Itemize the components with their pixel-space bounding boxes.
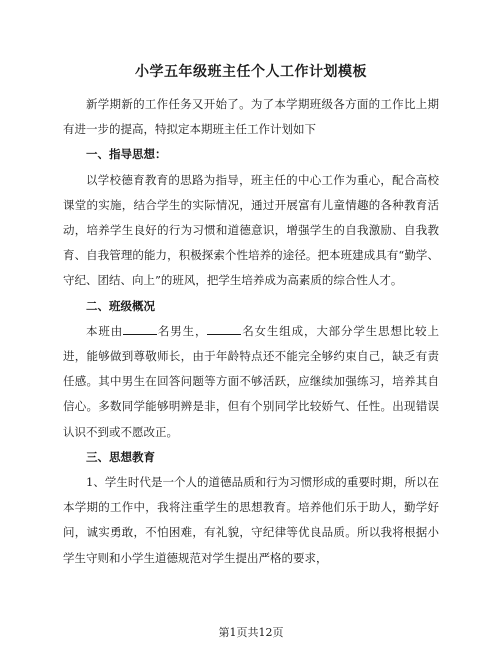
class-overview-text-end: 名女生组成，大部分学生思想比较上进，能够做到尊敬师长，由于年龄特点还不能完全够约束自己，缺乏有责任感。其中男生在回答问题等方面不够活跃，应继续加强练习，培养其自信心。多数同学能够明辨是非，但有个别同学比较娇气、任性。出现错误认识不到或不愿改正。 [63,323,440,439]
moral-education-paragraph: 1、学生时代是一个人的道德品质和行为习惯形成的重要时期，所以在本学期的工作中，我将注重学生的思想教育。培养他们乐于助人，勤学好问，诚实勇敢，不怕困难，有礼貌，守纪律等优良品质。所以我将根据小学生守则和小学生道德规范对学生提出严格的要求， [63,475,439,565]
intro-paragraph: 新学期新的工作任务又开始了。为了本学期班级各方面的工作比上期有进一步的提高，特拟定本期班主任工作计划如下 [63,97,439,137]
class-overview-text-mid: 名男生， [157,323,208,338]
section-heading-class-overview: 二、班级概况 [86,298,155,313]
section-heading-guiding-thought: 一、指导思想： [86,147,167,162]
class-overview-paragraph [63,319,439,445]
page-number-footer: 第1页共12页 [218,626,284,639]
girls-count-blank [207,322,241,335]
document-title: 小学五年级班主任个人工作计划模板 [135,64,367,80]
document-body [63,92,439,571]
class-overview-text-start: 本班由 [86,323,124,338]
guiding-thought-paragraph: 以学校德育教育的思路为指导，班主任的中心工作为重心，配合高校课堂的实施，结合学生的实际情况，通过开展富有儿童情趣的各种教育活动，培养学生良好的行为习惯和道德意识，增强学生的自我激励、自我教育、自我管理的能力，积极探索个性培养的途径。把本班建成具有“勤学、守纪、团结、向上”的班风，把学生培养成为高素质的综合性人才。 [63,172,439,288]
section-heading-moral-education: 三、思想教育 [86,449,155,464]
boys-count-blank [123,322,157,335]
